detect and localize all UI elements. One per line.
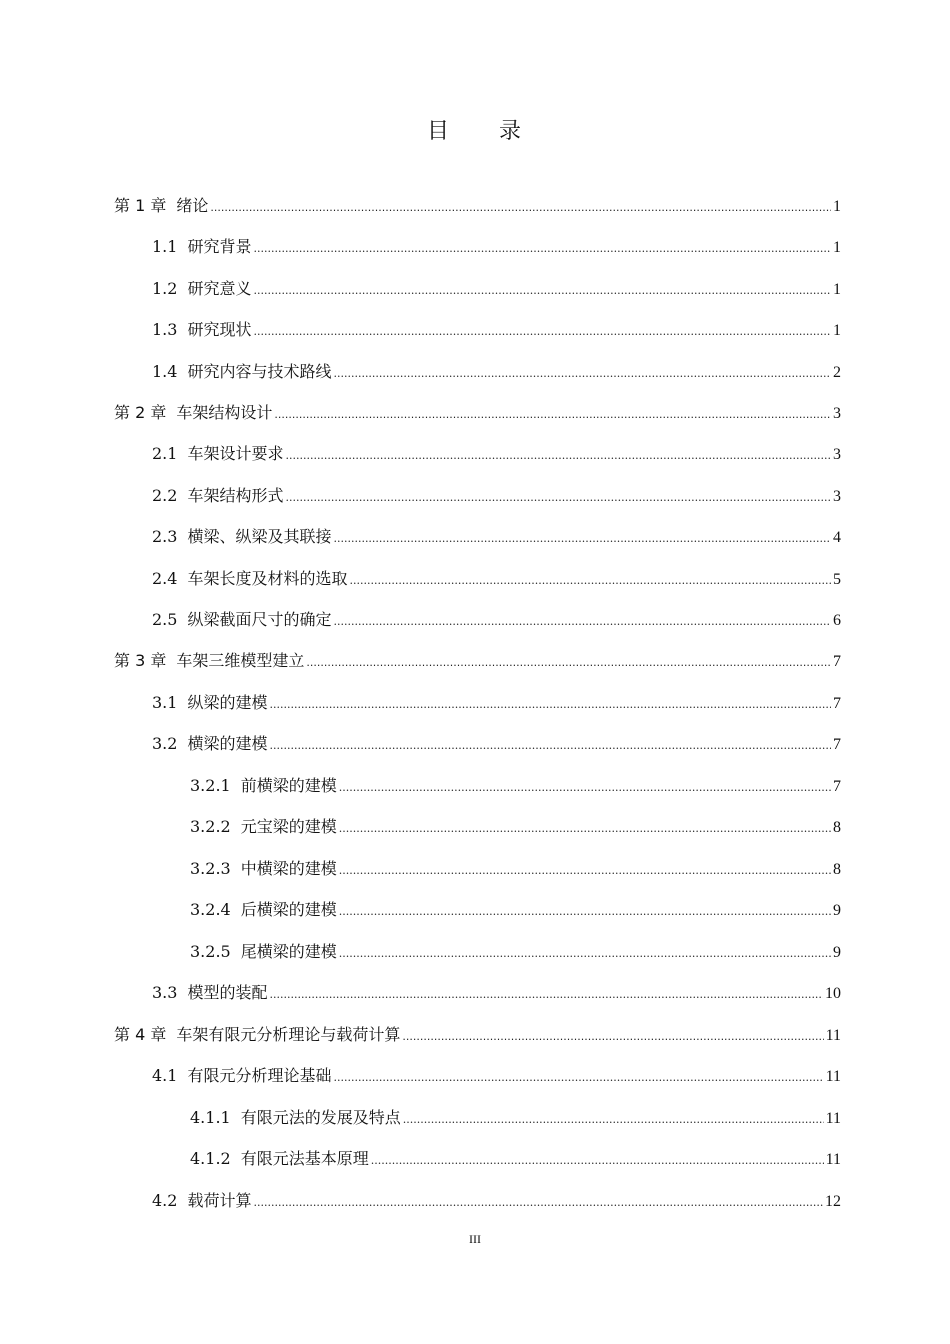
toc-entry-page: 3: [833, 405, 841, 422]
toc-entry-number: 3.2.4: [190, 900, 231, 919]
toc-entry-text: 研究意义: [187, 279, 252, 298]
toc-entry-text: 有限元法的发展及特点: [240, 1108, 401, 1127]
toc-entry-text: 车架结构形式: [187, 486, 284, 505]
toc-entry-number: 3.3: [152, 983, 178, 1002]
toc-leader-dots: [339, 776, 831, 800]
toc-leader-dots: [269, 693, 831, 717]
toc-entry-number: 2.4: [152, 569, 178, 588]
toc-entry-number: 1.3: [152, 320, 178, 339]
toc-entry-text: 车架设计要求: [187, 444, 284, 463]
toc-entry-page: 1: [833, 322, 841, 339]
toc-entry-1-4[interactable]: [152, 360, 841, 384]
toc-leader-dots: [253, 1191, 823, 1215]
toc-entry-text: 车架有限元分析理论与载荷计算: [176, 1025, 401, 1044]
toc-entry-number: 第 4 章: [114, 1025, 167, 1044]
toc-entry-chapter-4[interactable]: [114, 1023, 841, 1047]
toc-entry-2-2[interactable]: [152, 484, 841, 508]
toc-title-char-2: 录: [499, 119, 524, 144]
toc-entry-page: 2: [833, 364, 841, 381]
toc-entry-chapter-2[interactable]: [114, 401, 841, 425]
toc-entry-page: 3: [833, 446, 841, 463]
toc-entry-text: 纵梁的建模: [187, 693, 268, 712]
toc-entry-page: 11: [825, 1151, 841, 1168]
toc-entry-3-2-1[interactable]: [190, 774, 841, 798]
toc-entry-3-1[interactable]: [152, 691, 841, 715]
toc-entry-2-1[interactable]: [152, 442, 841, 466]
toc-entry-number: 第 1 章: [114, 196, 167, 215]
toc-entry-page: 1: [833, 239, 841, 256]
toc-entry-page: 1: [833, 281, 841, 298]
toc-entry-page: 3: [833, 488, 841, 505]
toc-entry-text: 尾横梁的建模: [240, 942, 337, 961]
toc-leader-dots: [333, 610, 831, 634]
toc-leader-dots: [285, 486, 831, 510]
toc-entry-text: 横梁的建模: [187, 734, 268, 753]
toc-entry-text: 载荷计算: [187, 1191, 252, 1210]
toc-entry-4-1-2[interactable]: [190, 1147, 841, 1171]
toc-leader-dots: [253, 279, 831, 303]
toc-entry-number: 2.3: [152, 527, 178, 546]
toc-entry-page: 10: [825, 985, 841, 1002]
toc-leader-dots: [349, 569, 831, 593]
toc-entry-4-1-1[interactable]: [190, 1106, 841, 1130]
toc-entry-page: 11: [825, 1027, 841, 1044]
toc-entry-2-4[interactable]: [152, 567, 841, 591]
toc-entry-text: 研究现状: [187, 320, 252, 339]
toc-entry-3-2-4[interactable]: [190, 898, 841, 922]
toc-leader-dots: [339, 859, 831, 883]
toc-entry-page: 8: [833, 861, 841, 878]
toc-leader-dots: [371, 1149, 824, 1173]
toc-leader-dots: [285, 444, 831, 468]
page-number-footer: III: [469, 1232, 481, 1246]
toc-leader-dots: [339, 900, 831, 924]
toc-entry-number: 4.2: [152, 1191, 178, 1210]
toc-leader-dots: [403, 1108, 824, 1132]
toc-entry-text: 车架结构设计: [176, 403, 273, 422]
toc-entry-text: 车架长度及材料的选取: [187, 569, 348, 588]
toc-entry-number: 3.2.1: [190, 776, 231, 795]
toc-entry-text: 纵梁截面尺寸的确定: [187, 610, 332, 629]
toc-leader-dots: [339, 942, 831, 966]
toc-entry-text: 前横梁的建模: [240, 776, 337, 795]
toc-entry-text: 车架三维模型建立: [176, 651, 305, 670]
toc-entry-text: 后横梁的建模: [240, 900, 337, 919]
toc-entry-text: 模型的装配: [187, 983, 268, 1002]
toc-entry-page: 11: [825, 1110, 841, 1127]
toc-entry-page: 7: [833, 778, 841, 795]
toc-entry-number: 4.1: [152, 1066, 178, 1085]
toc-entry-number: 1.1: [152, 237, 178, 256]
toc-entry-number: 第 3 章: [114, 651, 167, 670]
toc-entry-number: 2.1: [152, 444, 178, 463]
toc-entry-3-2-2[interactable]: [190, 815, 841, 839]
toc-entry-page: 9: [833, 944, 841, 961]
toc-entry-3-3[interactable]: [152, 981, 841, 1005]
toc-entry-number: 2.2: [152, 486, 178, 505]
toc-leader-dots: [274, 403, 831, 427]
toc-leader-dots: [269, 983, 823, 1007]
toc-leader-dots: [210, 196, 831, 220]
toc-leader-dots: [333, 1066, 823, 1090]
toc-title-char-1: 目: [426, 119, 451, 144]
toc-leader-dots: [253, 237, 831, 261]
toc-entry-text: 有限元分析理论基础: [187, 1066, 332, 1085]
toc-entry-number: 2.5: [152, 610, 178, 629]
toc-entry-chapter-3[interactable]: [114, 649, 841, 673]
toc-entry-3-2[interactable]: [152, 732, 841, 756]
toc-entry-number: 3.2.5: [190, 942, 231, 961]
toc-entry-page: 7: [833, 653, 841, 670]
toc-entry-text: 横梁、纵梁及其联接: [187, 527, 332, 546]
toc-entry-number: 3.2: [152, 734, 178, 753]
toc-entry-1-3[interactable]: [152, 318, 841, 342]
toc-entry-text: 研究背景: [187, 237, 252, 256]
toc-entry-number: 第 2 章: [114, 403, 167, 422]
toc-entry-1-1[interactable]: [152, 235, 841, 259]
toc-leader-dots: [306, 651, 831, 675]
toc-entry-number: 3.2.3: [190, 859, 231, 878]
toc-entry-text: 研究内容与技术路线: [187, 362, 332, 381]
toc-entry-page: 1: [833, 198, 841, 215]
toc-entry-chapter-1[interactable]: [114, 194, 841, 218]
toc-entry-number: 3.1: [152, 693, 178, 712]
toc-entry-4-2[interactable]: [152, 1189, 841, 1213]
toc-entry-page: 11: [825, 1068, 841, 1085]
toc-leader-dots: [333, 362, 831, 386]
toc-leader-dots: [402, 1025, 823, 1049]
toc-title: [0, 114, 950, 145]
toc-entry-3-2-3[interactable]: [190, 857, 841, 881]
toc-entry-text: 中横梁的建模: [240, 859, 337, 878]
toc-entry-text: 绪论: [176, 196, 209, 215]
toc-entry-2-3[interactable]: [152, 525, 841, 549]
toc-entry-number: 1.2: [152, 279, 178, 298]
toc-entry-1-2[interactable]: [152, 277, 841, 301]
toc-entry-number: 3.2.2: [190, 817, 231, 836]
toc-entry-page: 7: [833, 695, 841, 712]
toc-entry-number: 4.1.2: [190, 1149, 231, 1168]
toc-leader-dots: [333, 527, 831, 551]
toc-entry-number: 1.4: [152, 362, 178, 381]
toc-leader-dots: [339, 817, 831, 841]
toc-entry-page: 9: [833, 902, 841, 919]
toc-entry-page: 5: [833, 571, 841, 588]
toc-entry-3-2-5[interactable]: [190, 940, 841, 964]
toc-entry-2-5[interactable]: [152, 608, 841, 632]
toc-entry-text: 元宝梁的建模: [240, 817, 337, 836]
toc-entry-page: 7: [833, 736, 841, 753]
toc-entry-4-1[interactable]: [152, 1064, 841, 1088]
toc-entry-text: 有限元法基本原理: [240, 1149, 369, 1168]
toc-entry-page: 6: [833, 612, 841, 629]
toc-entry-page: 4: [833, 529, 841, 546]
toc-entry-number: 4.1.1: [190, 1108, 231, 1127]
toc-leader-dots: [253, 320, 831, 344]
toc-entry-page: 8: [833, 819, 841, 836]
toc-leader-dots: [269, 734, 831, 758]
toc-entry-page: 12: [825, 1193, 841, 1210]
